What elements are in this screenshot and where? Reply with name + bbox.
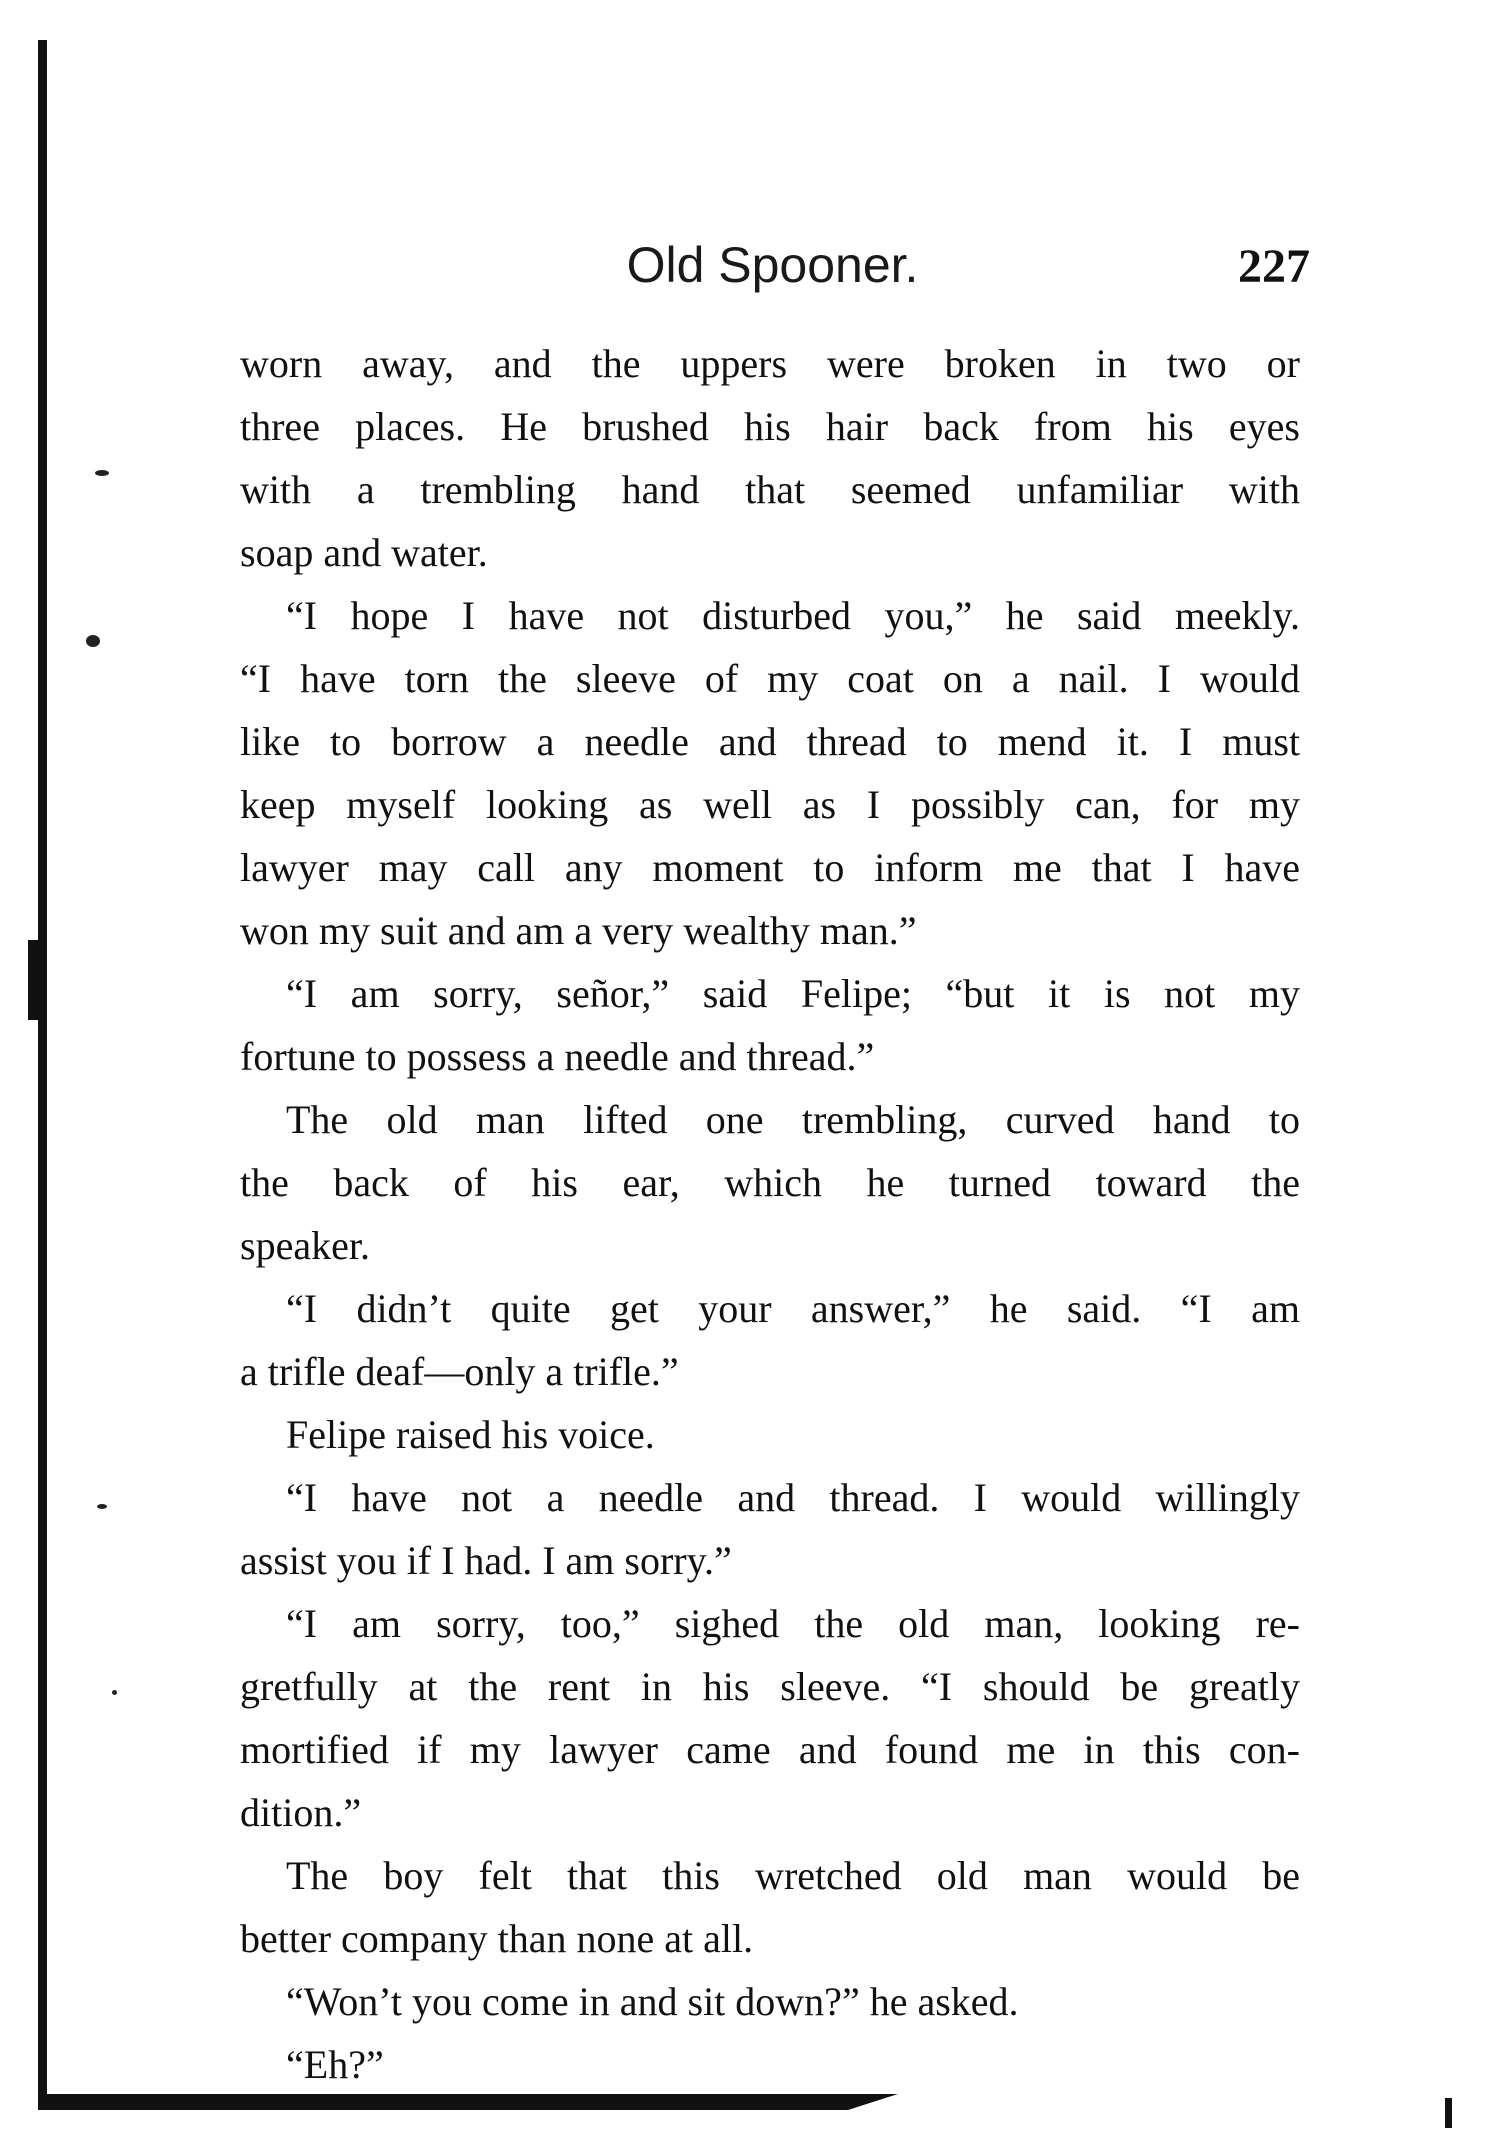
text-line: a trifle deaf—only a trifle.” [240,1349,679,1394]
text-line: “Eh?” [286,2042,384,2087]
text-line: three places. He brushed his hair back from his eyes [240,404,1300,449]
scan-edge-left [38,40,47,2100]
page-number: 227 [1238,240,1310,293]
body-text [240,332,1300,2096]
text-line: with a trembling hand that seemed unfamiliar with [240,467,1300,512]
margin-speck [86,635,100,647]
text-line: “I have not a needle and thread. I would willingly [286,1475,1300,1520]
scan-edge-bottom [38,2094,898,2110]
text-line: assist you if I had. I am sorry.” [240,1538,732,1583]
text-line: The boy felt that this wretched old man would be [286,1853,1300,1898]
margin-speck [97,1504,107,1509]
text-line: “Won’t you come in and sit down?” he asked. [286,1979,1019,2024]
text-line: mortified if my lawyer came and found me in this con- [240,1727,1300,1772]
margin-speck [112,1690,117,1695]
scan-edge-mark [28,940,46,1020]
running-head [235,230,1310,300]
text-line: Felipe raised his voice. [286,1412,655,1457]
text-line: worn away, and the uppers were broken in two or [240,341,1300,386]
text-line: “I have torn the sleeve of my coat on a nail. I would [240,656,1300,701]
text-line: “I hope I have not disturbed you,” he said meekly. [286,593,1300,638]
text-line: won my suit and am a very wealthy man.” [240,908,917,953]
scan-edge-mark [1445,2098,1452,2128]
text-line: like to borrow a needle and thread to mend it. I must [240,719,1300,764]
text-line: The old man lifted one trembling, curved hand to [286,1097,1300,1142]
text-line: fortune to possess a needle and thread.” [240,1034,875,1079]
running-title: Old Spooner. [626,237,919,293]
text-line: “I didn’t quite get your answer,” he said. “I am [286,1286,1300,1331]
text-line: the back of his ear, which he turned toward the [240,1160,1300,1205]
margin-speck [95,470,109,476]
text-line: “I am sorry, too,” sighed the old man, looking re- [286,1601,1300,1646]
text-line: “I am sorry, señor,” said Felipe; “but it is not my [286,971,1300,1016]
text-line: dition.” [240,1790,362,1835]
text-line: speaker. [240,1223,370,1268]
text-line: gretfully at the rent in his sleeve. “I should be greatly [240,1664,1300,1709]
text-line: soap and water. [240,530,488,575]
text-line: lawyer may call any moment to inform me that I have [240,845,1300,890]
text-line: better company than none at all. [240,1916,754,1961]
text-line: keep myself looking as well as I possibly can, for my [240,782,1300,827]
